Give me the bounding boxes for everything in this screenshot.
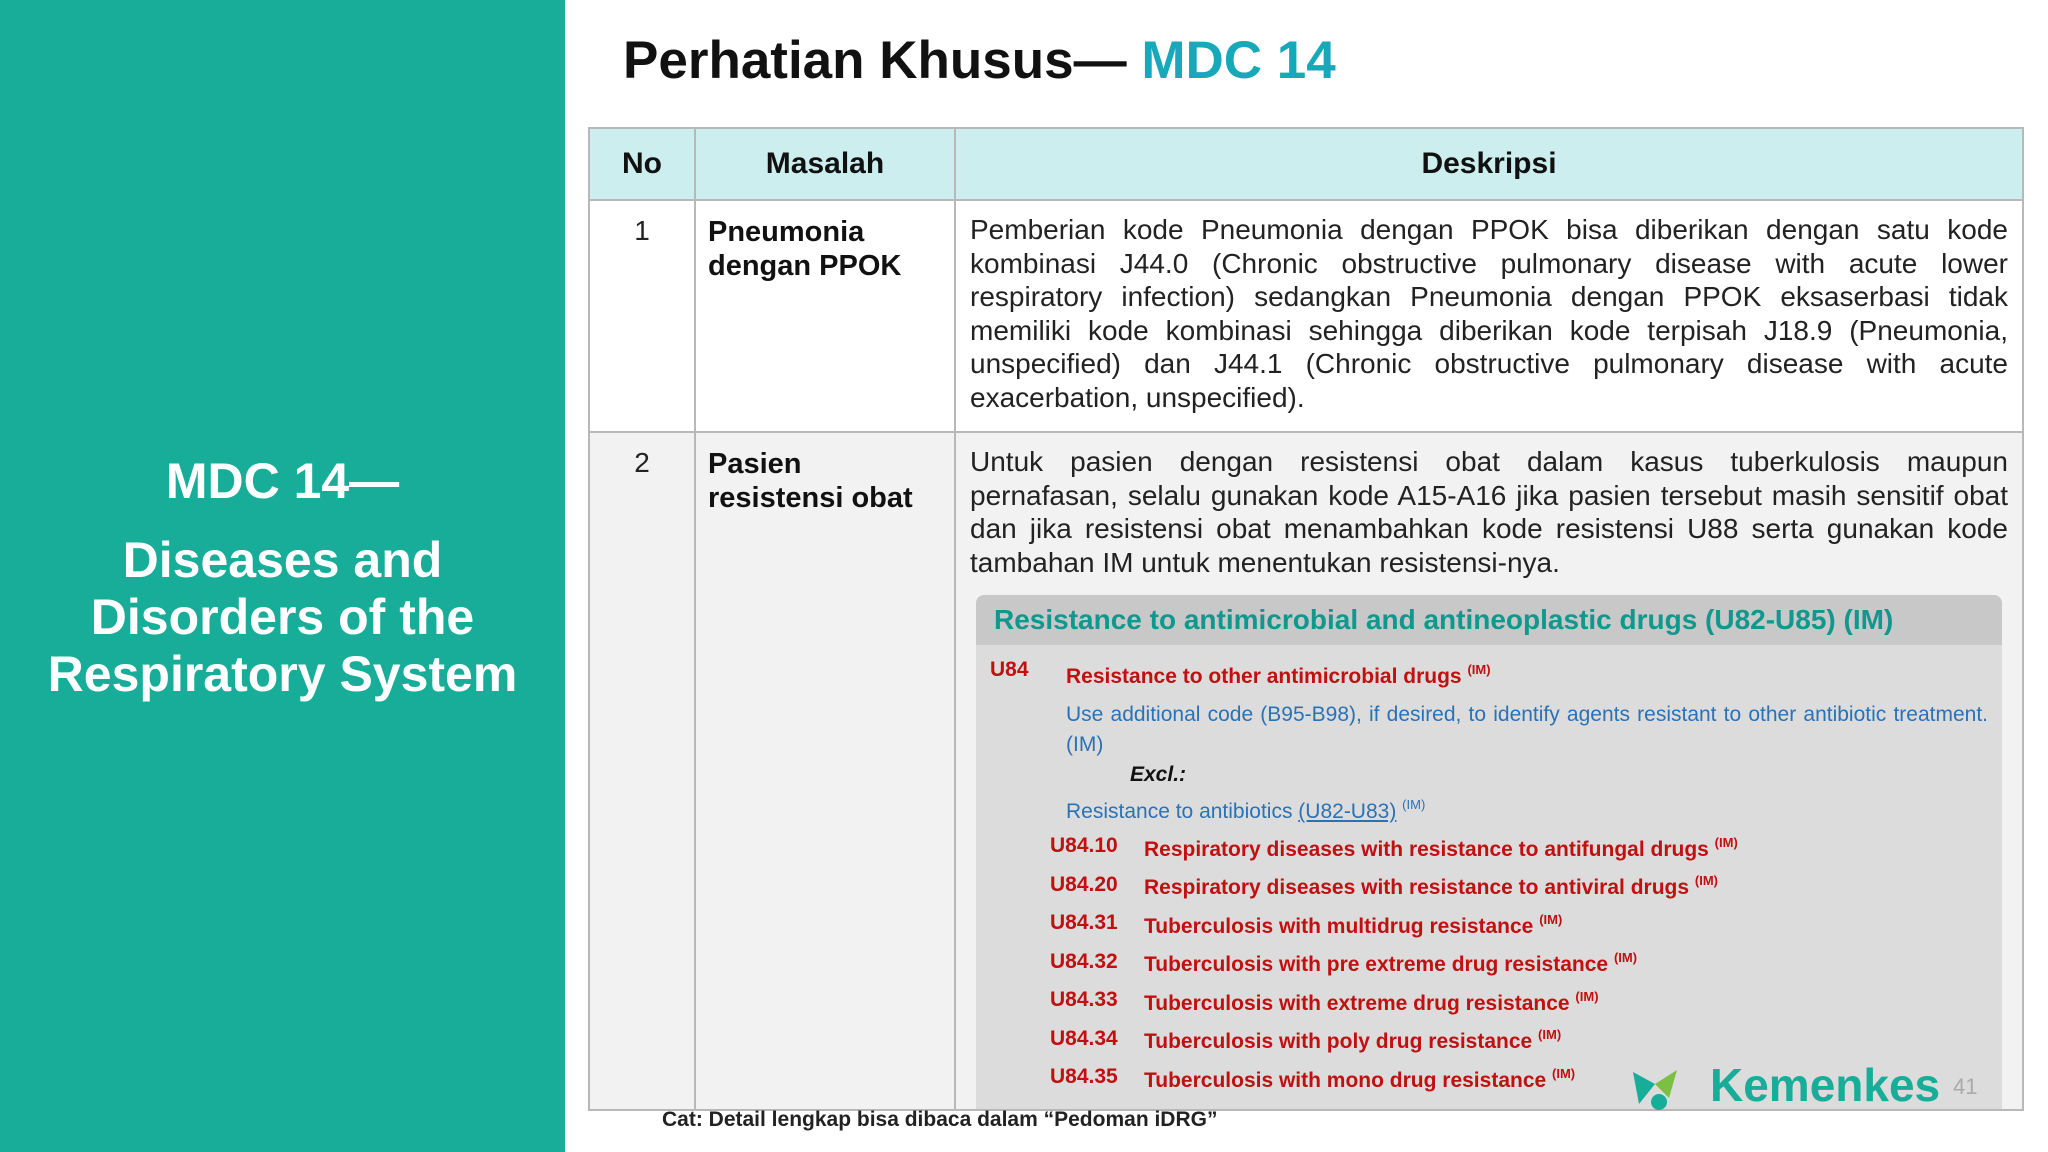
special-attention-table [588,127,2024,1111]
im-tag: (IM) [1538,1027,1562,1043]
row-problem: Pneumonia dengan PPOK [695,200,955,432]
table-header-row [589,128,2023,200]
footer-note: Cat: Detail lengkap bisa dibaca dalam “Pedoman iDRG” [662,1108,1218,1131]
icd-subcode: U84.32 [1050,949,1118,973]
icd-subcode-label-wrap [1144,1020,1561,1057]
icd-excl-prefix: Resistance to antibiotics [1066,800,1293,823]
icd-main-code: U84 [990,658,1029,681]
icd-subcode-label: Tuberculosis with poly drug resistance [1144,1030,1533,1054]
icd-excl-note [1066,790,1988,827]
row-number: 2 [589,432,695,1110]
page-title [623,30,1336,91]
icd-subcode-label: Tuberculosis with pre extreme drug resistance [1144,953,1609,977]
icd-subcode-row [1050,827,1988,866]
icd-subcode-label-wrap [1144,905,1562,942]
icd-subcode-label-wrap [1144,982,1599,1019]
row-problem: Pasien resistensi obat [695,432,955,1110]
icd-heading: Resistance to antimicrobial and antineoplastic drugs (U82-U85) (IM) [976,595,2002,645]
table-row [589,432,2023,1110]
icd-excl-link[interactable]: (U82-U83) [1298,800,1397,823]
icd-main-label: Resistance to other antimicrobial drugs [1066,665,1462,688]
icd-subcode: U84.10 [1050,834,1118,858]
im-tag: (IM) [1694,873,1718,889]
icd-excerpt [976,595,2002,1109]
row-description: Untuk pasien dengan resistensi obat dalam kasus tuberkulosis maupun pernafasan, selalu gunakan kode A15-A16 jika pasien tersebut masih sensitif obat dan jika resistensi obat menambahkan kode resistensi U88 serta gunakan kode tambahan IM untuk menentukan resistensi-nya. [970,446,2008,578]
im-tag: (IM) [1402,797,1426,812]
icd-subcode: U84.35 [1050,1065,1118,1089]
icd-excl-label: Excl.: [1130,763,1187,786]
icd-subcode-label-wrap [1144,866,1718,903]
sidebar-title: MDC 14— [165,453,400,509]
icd-main-label-wrap [1066,655,1491,692]
row-number: 1 [589,200,695,432]
icd-subcode-row [1050,943,1988,982]
header-no: No [589,128,695,200]
page-title-main: Perhatian Khusus— [623,31,1127,90]
icd-subcode-row [1050,866,1988,905]
icd-subcode-row [1050,904,1988,943]
kemenkes-logo-icon [1625,1064,1685,1112]
im-tag: (IM) [1575,988,1599,1004]
icd-subcode: U84.33 [1050,988,1118,1012]
kemenkes-logo-text: Kemenkes [1710,1059,1941,1111]
icd-subcode-label: Tuberculosis with mono drug resistance [1144,1068,1547,1092]
kemenkes-logo [1625,1052,1955,1112]
icd-subcode-label-wrap [1144,828,1738,865]
sidebar-panel [0,0,565,1152]
icd-subcode-label: Tuberculosis with extreme drug resistance [1144,991,1570,1015]
header-description: Deskripsi [955,128,2023,200]
table-row [589,200,2023,432]
im-tag: (IM) [1467,662,1491,677]
icd-subcode: U84.31 [1050,911,1118,935]
page-title-accent: MDC 14 [1141,31,1336,90]
im-tag: (IM) [1552,1065,1576,1081]
icd-subcode: U84.20 [1050,872,1118,896]
header-problem: Masalah [695,128,955,200]
row-description: Pemberian kode Pneumonia dengan PPOK bisa diberikan dengan satu kode kombinasi J44.0 (Chronic obstructive pulmonary disease with acute lower respiratory infection) sedangkan Pneumonia dengan PPOK eksaserbasi tidak memiliki kode kombinasi sehingga diberikan kode terpisah J18.9 (Pneumonia, unspecified) dan J44.1 (Chronic obstructive pulmonary disease with acute exacerbation, unspecified). [955,200,2023,432]
row-description-cell [955,432,2023,1110]
icd-subcode-label: Respiratory diseases with resistance to antiviral drugs [1144,876,1690,900]
im-tag: (IM) [1714,834,1738,850]
page-number: 41 [1953,1074,1978,1099]
im-tag: (IM) [1539,911,1563,927]
icd-main-entry [990,655,1988,692]
icd-use-note: Use additional code (B95-B98), if desired, to identify agents resistant to other antibiotic treatment. (IM) [1066,703,1988,756]
icd-subcode-label-wrap [1144,943,1637,980]
icd-subcode: U84.34 [1050,1026,1118,1050]
im-tag: (IM) [1613,950,1638,966]
icd-subcode-label: Respiratory diseases with resistance to antifungal drugs [1144,837,1709,861]
icd-body [976,645,2002,1109]
sidebar-subtitle: Diseases and Disorders of the Respiratory System [47,532,518,702]
icd-subcode-label: Tuberculosis with multidrug resistance [1144,914,1534,938]
icd-subcode-label-wrap [1144,1059,1575,1096]
icd-subcode-row [1050,981,1988,1020]
